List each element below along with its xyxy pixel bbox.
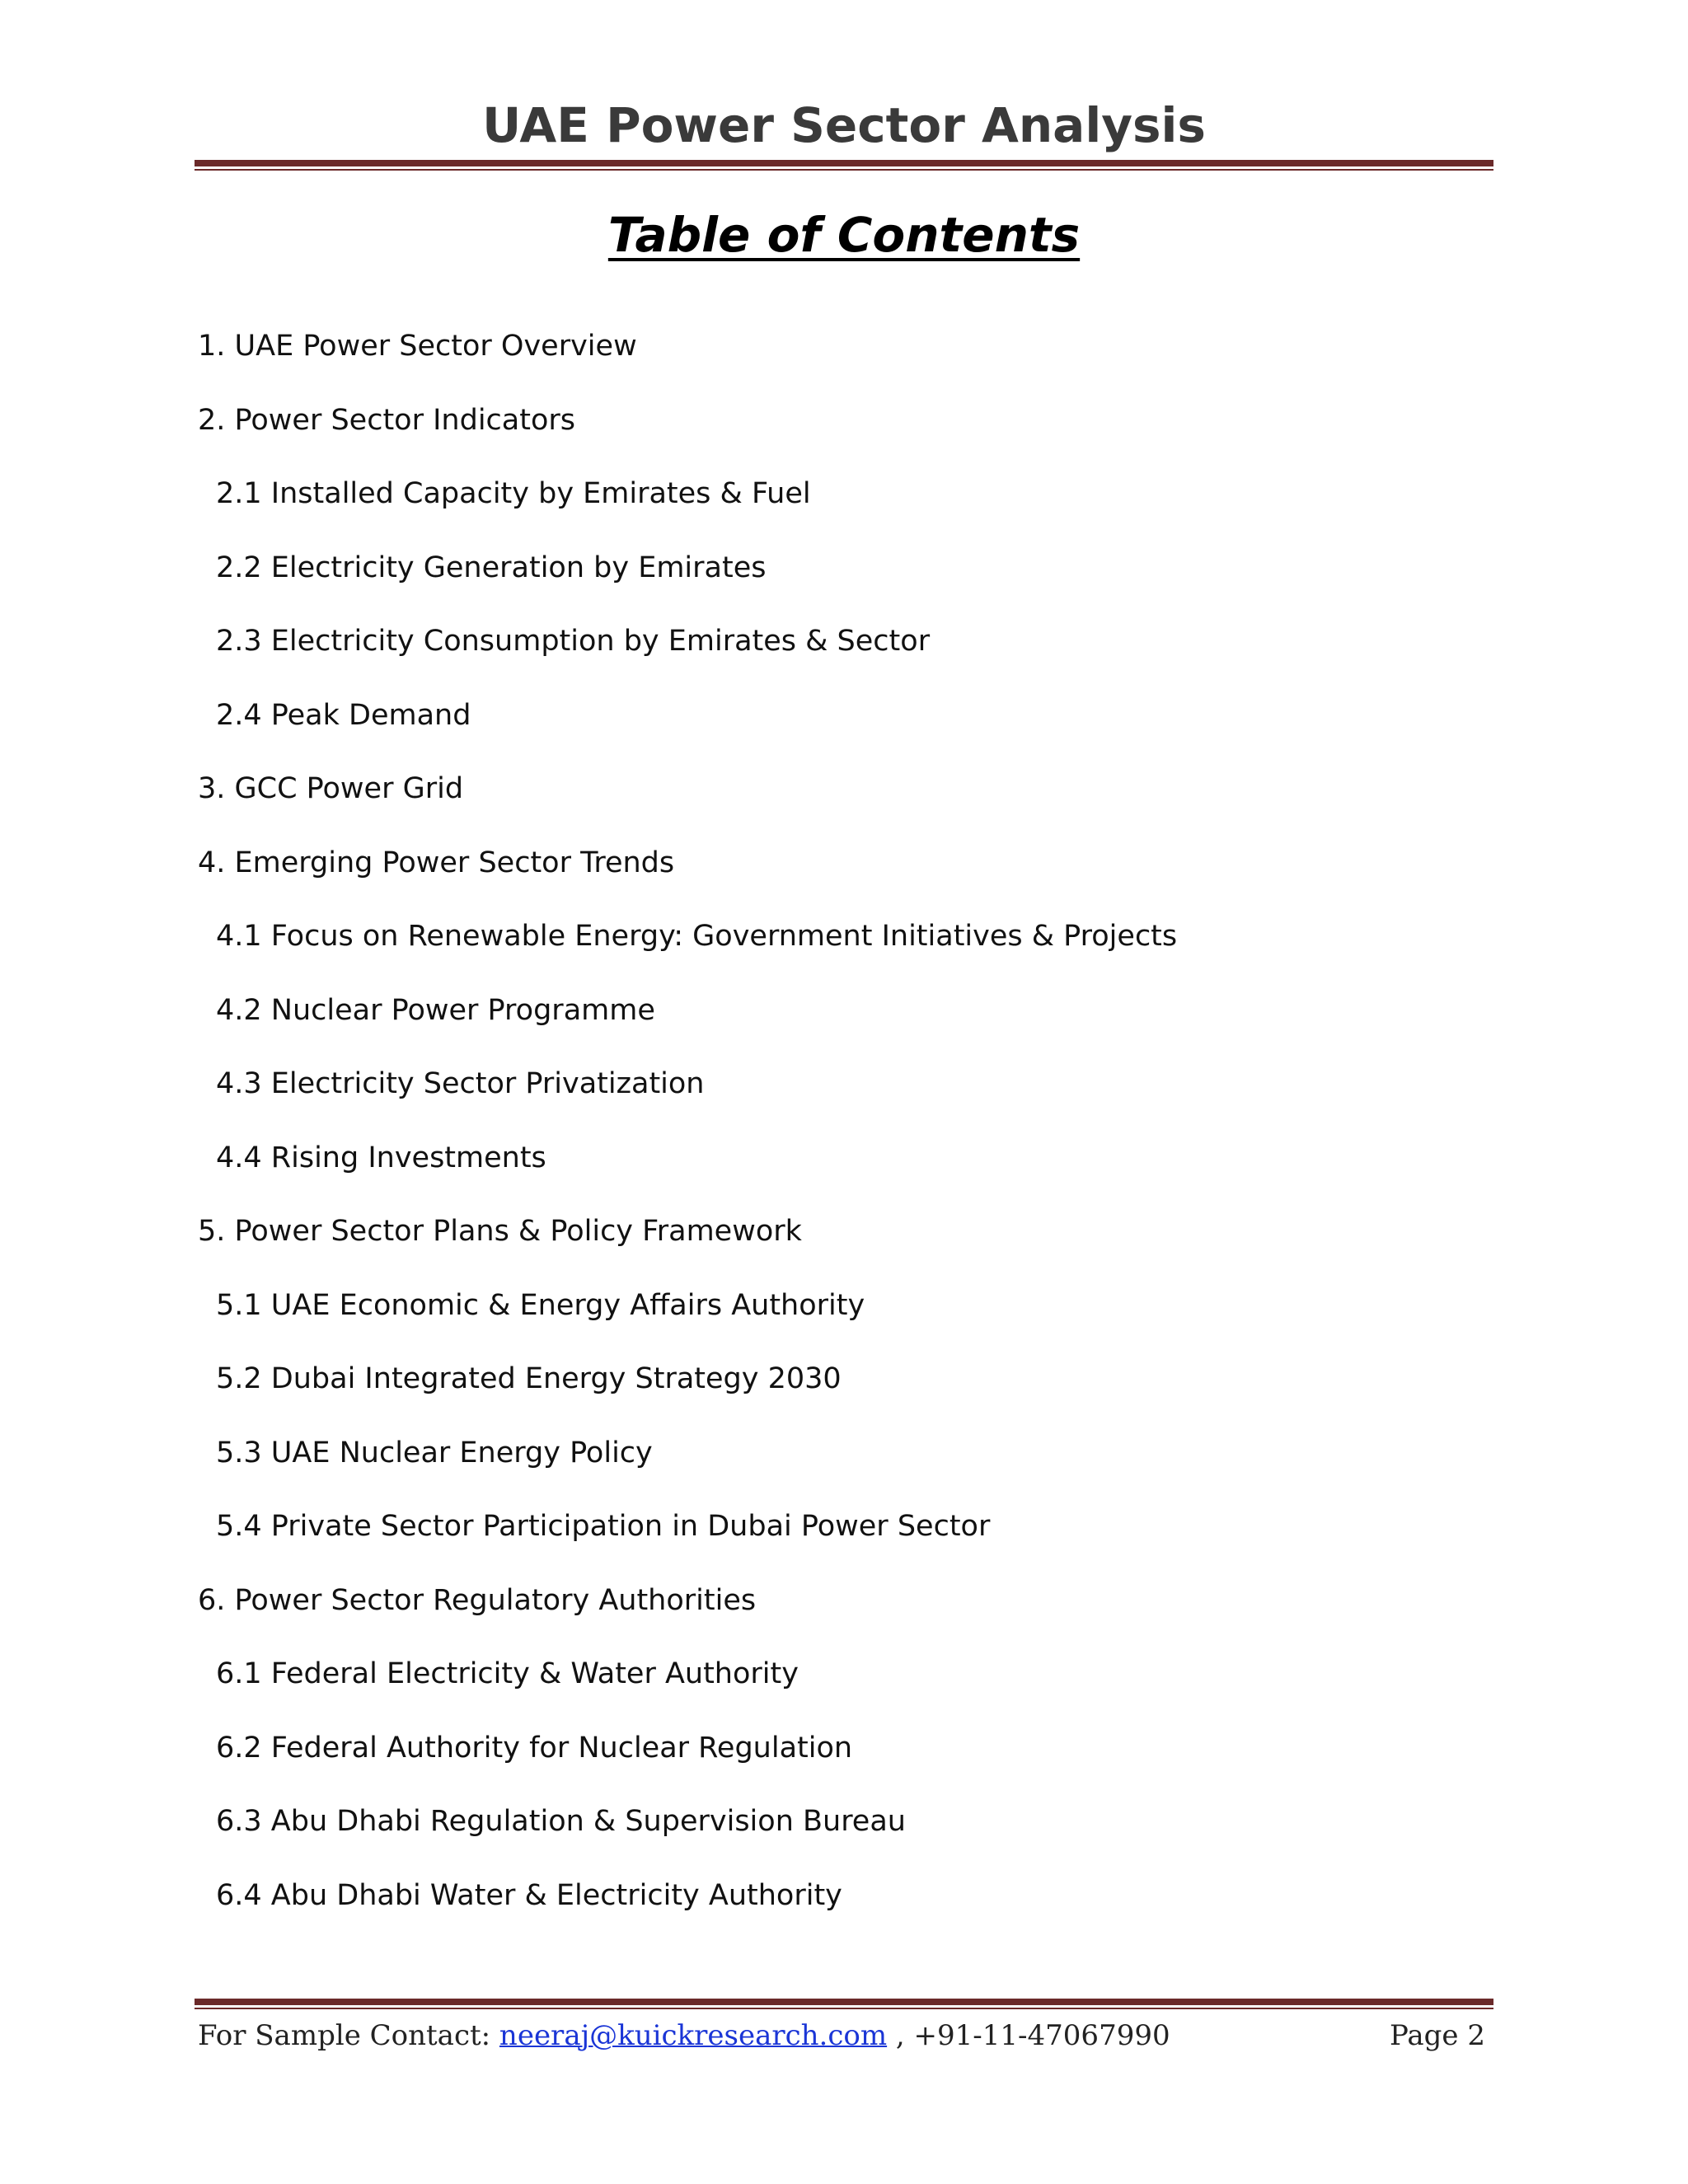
document-header-title: UAE Power Sector Analysis — [482, 97, 1206, 153]
footer-divider — [195, 1999, 1493, 2009]
toc-item[interactable]: 5.2 Dubai Integrated Energy Strategy 2030 — [216, 1362, 842, 1395]
toc-heading — [0, 198, 1688, 272]
toc-item[interactable]: 2.3 Electricity Consumption by Emirates & Sector — [216, 625, 931, 658]
toc-item[interactable]: 3. GCC Power Grid — [198, 772, 464, 805]
header-divider — [195, 160, 1493, 171]
toc-item[interactable]: 5.3 UAE Nuclear Energy Policy — [216, 1436, 653, 1469]
page-number: Page 2 — [1390, 2019, 1485, 2052]
toc-item[interactable]: 2. Power Sector Indicators — [198, 403, 576, 437]
toc-item[interactable]: 4.4 Rising Investments — [216, 1141, 546, 1174]
page-footer — [198, 2011, 1490, 2060]
toc-item[interactable]: 6.3 Abu Dhabi Regulation & Supervision Bureau — [216, 1805, 906, 1838]
toc-item[interactable]: 6.1 Federal Electricity & Water Authority — [216, 1657, 799, 1690]
toc-item[interactable]: 5.4 Private Sector Participation in Dubai Power Sector — [216, 1510, 991, 1543]
toc-item[interactable]: 2.2 Electricity Generation by Emirates — [216, 551, 767, 584]
footer-email-link[interactable]: neeraj@kuickresearch.com — [499, 2019, 888, 2052]
toc-item[interactable]: 2.1 Installed Capacity by Emirates & Fuel — [216, 477, 811, 510]
toc-item[interactable]: 2.4 Peak Demand — [216, 698, 471, 732]
toc-item[interactable]: 6.4 Abu Dhabi Water & Electricity Authority — [216, 1878, 842, 1912]
toc-item[interactable]: 6. Power Sector Regulatory Authorities — [198, 1583, 757, 1617]
toc-item[interactable]: 4. Emerging Power Sector Trends — [198, 846, 675, 879]
footer-contact — [198, 2011, 1170, 2060]
toc-item[interactable]: 4.1 Focus on Renewable Energy: Government Initiatives & Projects — [216, 920, 1178, 953]
toc-item[interactable]: 4.3 Electricity Sector Privatization — [216, 1067, 705, 1100]
footer-contact-label: For Sample Contact: — [198, 2019, 499, 2052]
toc-item[interactable]: 1. UAE Power Sector Overview — [198, 330, 637, 363]
footer-phone: , +91-11-47067990 — [887, 2019, 1170, 2052]
toc-item[interactable]: 5.1 UAE Economic & Energy Affairs Authority — [216, 1288, 865, 1322]
toc-item[interactable]: 4.2 Nuclear Power Programme — [216, 993, 655, 1027]
toc-item[interactable]: 5. Power Sector Plans & Policy Framework — [198, 1215, 802, 1248]
toc-item[interactable]: 6.2 Federal Authority for Nuclear Regulation — [216, 1731, 853, 1765]
toc-heading-text: Table of Contents — [607, 207, 1081, 263]
toc-list — [198, 321, 1177, 1944]
